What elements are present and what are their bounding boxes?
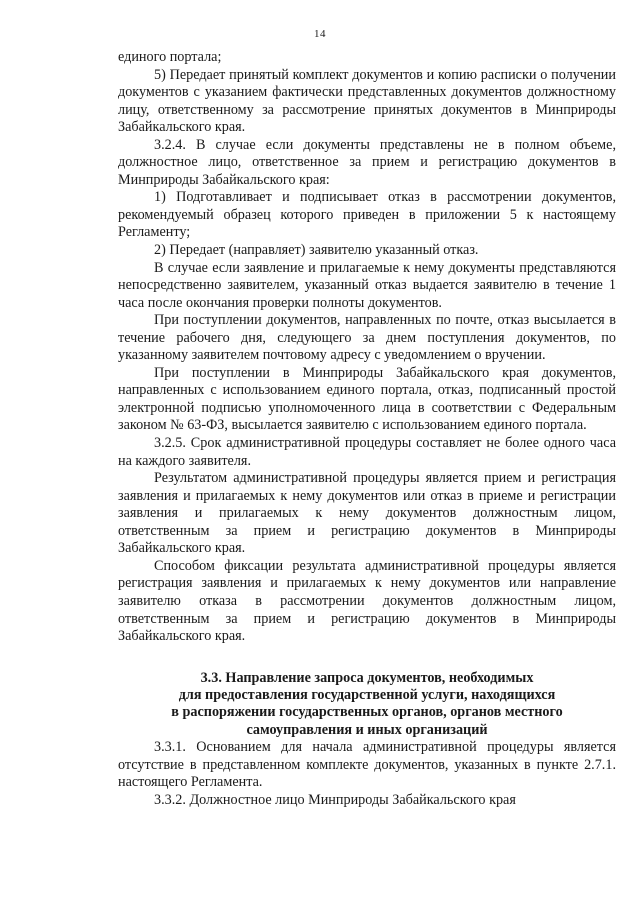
- paragraph: 3.2.5. Срок административной процедуры составляет не более одного часа на каждого заявителя.: [118, 435, 616, 469]
- section-heading-line: 3.3. Направление запроса документов, необходимых: [200, 669, 534, 686]
- paragraph: 3.2.4. В случае если документы представлены не в полном объеме, должностное лицо, ответственное за прием и регистрацию документов в Минприроды Забайкальского края:: [118, 136, 616, 188]
- paragraph: При поступлении в Минприроды Забайкальского края документов, направленных с использованием единого портала, отказ, подписанный простой электронной подписью уполномоченного лица в соответствии с Федеральным законом № 63-ФЗ, высылается заявителю с использованием единого портала.: [118, 364, 616, 434]
- paragraph: Результатом административной процедуры является прием и регистрация заявления и прилагаемых к нему документов или отказ в приеме и регистрации заявления и прилагаемых к нему документов должностным лицом, ответственным за прием и регистрацию документов в Минприроды Забайкальского края.: [118, 470, 616, 557]
- paragraph: Способом фиксации результата административной процедуры является регистрация заявления и прилагаемых к нему документов или направление заявителю отказа в рассмотрении документов должностным лицом, ответственным за прием и регистрацию документов в Минприроды Забайкальского края.: [118, 557, 616, 645]
- section-heading-line: самоуправления и иных организаций: [246, 721, 488, 738]
- document-body: [118, 49, 616, 809]
- paragraph: 3.3.2. Должностное лицо Минприроды Забайкальского края: [154, 791, 516, 808]
- paragraph: 3.3.1. Основанием для начала административной процедуры является отсутствие в представленном комплекте документов, указанных в пункте 2.7.1. настоящего Регламента.: [118, 739, 616, 791]
- paragraph: 5) Передает принятый комплект документов и копию расписки о получении документов с указанием фактически представленных документов должностному лицу, ответственному за рассмотрение принятых документов в Минприроды Забайкальского края.: [118, 66, 616, 136]
- paragraph: При поступлении документов, направленных по почте, отказ высылается в течение рабочего дня, следующего за днем поступления документов, по указанному заявителем почтовому адресу с уведомлением о вручении.: [118, 312, 616, 364]
- paragraph: единого портала;: [118, 49, 222, 65]
- page-number: 14: [314, 28, 326, 40]
- section-heading-line: для предоставления государственной услуги, находящихся: [178, 687, 556, 703]
- section-heading: [118, 670, 616, 740]
- section-heading-line: в распоряжении государственных органов, органов местного: [171, 704, 563, 721]
- paragraph: 1) Подготавливает и подписывает отказ в рассмотрении документов, рекомендуемый образец которого приведен в приложении 5 к настоящему Регламенту;: [118, 189, 616, 241]
- paragraph: В случае если заявление и прилагаемые к нему документы представляются непосредственно заявителем, указанный отказ выдается заявителю в течение 1 часа после окончания проверки полноты документов.: [118, 259, 616, 311]
- paragraph: 2) Передает (направляет) заявителю указанный отказ.: [154, 242, 479, 259]
